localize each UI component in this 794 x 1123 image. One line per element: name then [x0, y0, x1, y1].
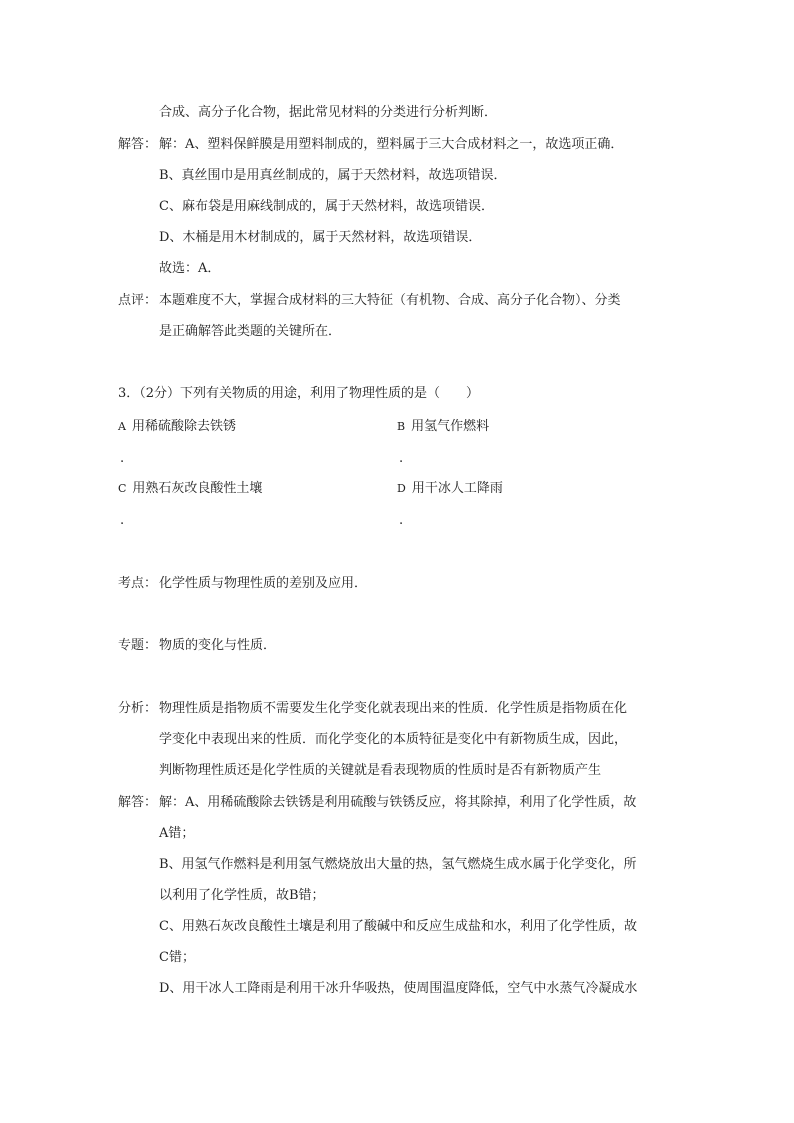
jieda-line-7: D、用干冰人工降雨是利用干冰升华吸热，使周围温度降低，空气中水蒸气冷凝成水 [159, 981, 638, 996]
zhuanti-text: 物质的变化与性质． [159, 638, 277, 653]
option-b [397, 418, 489, 436]
analysis-tail-line: 合成、高分子化合物，据此常见材料的分类进行分析判断． [159, 105, 498, 120]
answer-label: 解答： [118, 137, 158, 152]
question-3-stem: 3．（2分）下列有关物质的用途，利用了物理性质的是（ ） [118, 386, 480, 401]
kaodian-label: 考点： [118, 576, 158, 591]
zhuanti-label: 专题： [118, 638, 158, 653]
option-a [118, 418, 236, 436]
answer-line-5: 故选：A． [159, 261, 221, 276]
fenxi-line-1: 物理性质是指物质不需要发生化学变化就表现出来的性质．化学性质是指物质在化 [159, 701, 628, 716]
jieda-line-2: A错； [159, 826, 195, 841]
option-d-text: 用干冰人工降雨 [411, 481, 503, 496]
jieda-line-3: B、用氢气作燃料是利用氢气燃烧放出大量的热，氢气燃烧生成水属于化学变化，所 [159, 857, 637, 872]
jieda-line-1: 解：A、用稀硫酸除去铁锈是利用硫酸与铁锈反应，将其除掉，利用了化学性质，故 [159, 795, 637, 810]
jieda-line-5: C、用熟石灰改良酸性土壤是利用了酸碱中和反应生成盐和水，利用了化学性质，故 [159, 919, 637, 934]
comment-line-1: 本题难度不大，掌握合成材料的三大特征（有机物、合成、高分子化合物）、分类 [159, 293, 621, 308]
answer-line-2: B、真丝围巾是用真丝制成的，属于天然材料，故选项错误． [159, 168, 507, 183]
jieda-label: 解答： [118, 795, 158, 810]
answer-line-1: 解：A、塑料保鲜膜是用塑料制成的，塑料属于三大合成材料之一，故选项正确． [159, 137, 624, 152]
fenxi-line-3: 判断物理性质还是化学性质的关键就是看表现物质的性质时是否有新物质产生 [159, 763, 602, 778]
option-a-dot: . [120, 451, 125, 466]
answer-line-4: D、木桶是用木材制成的，属于天然材料，故选项错误． [159, 230, 482, 245]
option-b-dot: . [399, 451, 404, 466]
fenxi-label: 分析： [118, 701, 158, 716]
kaodian-text: 化学性质与物理性质的差别及应用． [159, 576, 368, 591]
option-c-letter: C [118, 482, 127, 495]
option-c [118, 480, 262, 498]
comment-label: 点评： [118, 293, 158, 308]
option-d [397, 480, 503, 498]
jieda-line-6: C错； [159, 950, 195, 965]
option-a-letter: A [118, 420, 126, 433]
option-c-dot: . [120, 513, 125, 528]
option-d-dot: . [399, 513, 404, 528]
option-a-text: 用稀硫酸除去铁锈 [131, 419, 236, 434]
answer-line-3: C、麻布袋是用麻线制成的，属于天然材料，故选项错误． [159, 199, 494, 214]
fenxi-line-2: 学变化中表现出来的性质．而化学变化的本质特征是变化中有新物质生成，因此， [159, 732, 628, 747]
comment-line-2: 是正确解答此类题的关键所在． [159, 324, 342, 339]
option-d-letter: D [397, 482, 406, 495]
option-b-text: 用氢气作燃料 [411, 419, 490, 434]
jieda-line-4: 以利用了化学性质，故B错； [159, 888, 325, 903]
option-c-text: 用熟石灰改良酸性土壤 [132, 481, 263, 496]
option-b-letter: B [397, 420, 406, 433]
